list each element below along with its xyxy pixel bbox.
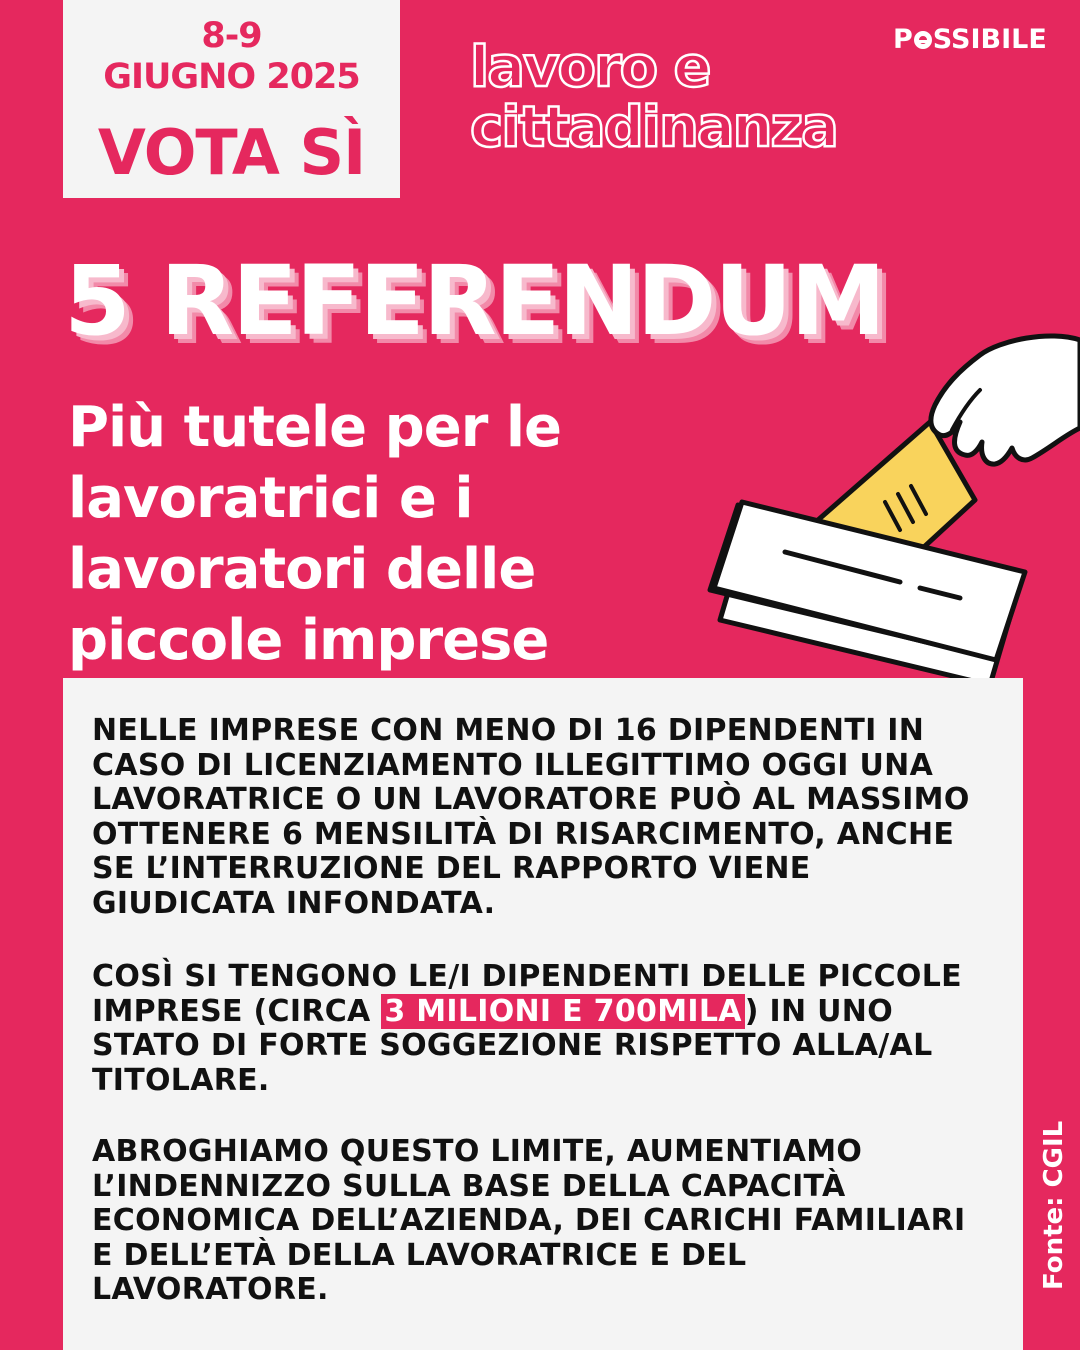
paragraph-2-end: ) IN UNO STATO DI FORTE SOGGEZIONE RISPETTO ALLA/AL TITOLARE.: [92, 993, 933, 1098]
logo-text-end: SSIBILE: [932, 24, 1047, 55]
date-month-year: GIUGNO 2025: [103, 57, 360, 97]
date-box: [63, 0, 400, 198]
subhead-line-3: lavoratori delle: [68, 537, 536, 602]
logo-text-start: P: [893, 24, 913, 55]
possibile-logo: [893, 24, 1047, 55]
date-days: 8-9: [201, 16, 262, 56]
theme-line-2: cittadinanza: [470, 95, 837, 160]
paragraph-current-rule: NELLE IMPRESE CON MENO DI 16 DIPENDENTI IN CASO DI LICENZIAMENTO ILLEGITTIMO OGGI UNA LAVORATRICE O UN LAVORATORE PUÒ AL MASSIMO OTTENERE 6 MENSILITÀ DI RISARCIMENTO, ANCHE SE L’INTERRUZIONE DEL RAPPORTO VIENE GIUDICATA INFONDATA.: [92, 713, 970, 921]
source-credit: Fonte: CGIL: [1039, 1120, 1069, 1290]
subhead-line-4: piccole imprese: [68, 608, 549, 673]
paragraph-proposal: ABROGHIAMO QUESTO LIMITE, AUMENTIAMO L’INDENNIZZO SULLA BASE DELLA CAPACITÀ ECONOMICA DELL’AZIENDA, DEI CARICHI FAMILIARI E DELL’ETÀ DELLA LAVORATRICE E DEL LAVORATORE.: [92, 1134, 966, 1307]
subhead-line-1: Più tutele per le: [68, 395, 562, 460]
logo-ring-icon: [914, 31, 932, 49]
paragraph-2-start: COSÌ SI TENGONO LE/I DIPENDENTI DELLE PICCOLE IMPRESE (CIRCA: [92, 959, 962, 1029]
headline: 5 REFERENDUM: [64, 245, 884, 357]
theme-title: [470, 35, 837, 160]
subhead-line-2: lavoratrici e i: [68, 466, 473, 531]
vote-yes-label: VOTA SÌ: [97, 116, 366, 189]
subheadline: [68, 392, 688, 676]
hand-ballot-box-icon: [690, 330, 1080, 690]
highlight-worker-count: 3 MILIONI E 700MILA: [381, 994, 744, 1029]
paragraph-small-business-workers: [92, 960, 982, 1098]
theme-line-1: lavoro e: [470, 35, 710, 100]
